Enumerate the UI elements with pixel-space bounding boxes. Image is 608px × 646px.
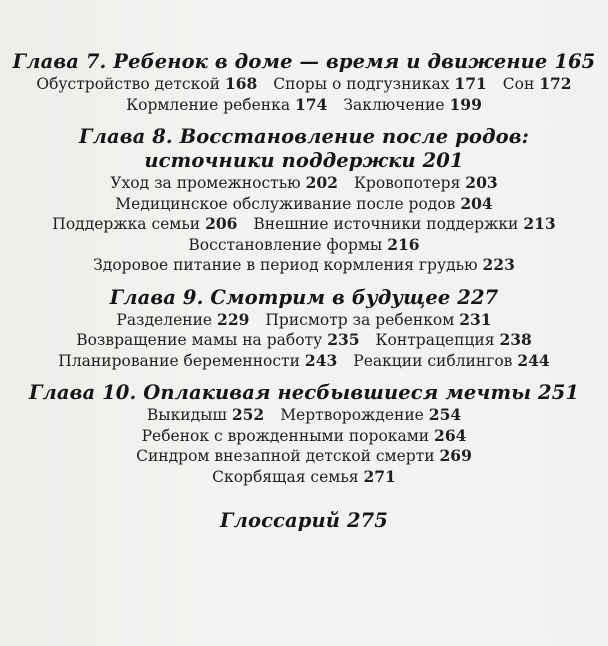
toc-line xyxy=(0,351,608,372)
entry-title: Кровопотеря xyxy=(353,174,461,192)
entry-page: 223 xyxy=(482,255,515,274)
toc-line xyxy=(0,255,608,276)
entry-page: 171 xyxy=(454,74,487,93)
chapter-8 xyxy=(0,125,608,276)
entry-title: Разделение xyxy=(116,310,213,329)
entry-title: Кормление ребенка xyxy=(126,95,291,114)
toc-entry xyxy=(36,75,257,93)
toc-entry xyxy=(354,174,498,192)
glossary-title-text: Глоссарий xyxy=(220,509,341,532)
toc-entry xyxy=(280,406,461,424)
toc-line xyxy=(0,74,608,95)
toc-entry xyxy=(147,406,264,424)
toc-entry xyxy=(142,427,467,445)
entry-title: Уход за промежностью xyxy=(110,174,301,192)
toc-entry xyxy=(52,215,237,233)
toc-entry xyxy=(212,468,396,486)
entry-page: 199 xyxy=(449,94,482,114)
toc-entry xyxy=(58,352,337,370)
chapter-7 xyxy=(0,50,608,115)
toc-line xyxy=(0,405,608,426)
chapter-title xyxy=(0,286,608,310)
toc-entry xyxy=(126,96,327,114)
chapter-title xyxy=(0,50,608,74)
toc-entry xyxy=(76,331,359,349)
entry-title: Споры о подгузниках xyxy=(273,75,450,93)
toc-entry xyxy=(115,195,492,213)
glossary-section xyxy=(0,509,608,533)
entry-page: 254 xyxy=(428,405,462,424)
glossary-title xyxy=(0,509,608,533)
toc-entry xyxy=(503,75,572,93)
toc-line xyxy=(0,235,608,256)
toc-entry xyxy=(353,352,549,370)
entry-title: Присмотр за ребенком xyxy=(265,310,455,329)
chapter-page-number: 165 xyxy=(554,50,596,73)
toc-line xyxy=(0,214,608,235)
chapter-page-number: 227 xyxy=(457,285,499,309)
glossary-page-number: 275 xyxy=(346,509,388,532)
chapter-page-number: 201 xyxy=(422,149,464,172)
entry-page: 206 xyxy=(205,214,238,233)
entry-page: 269 xyxy=(439,446,472,465)
chapter-10 xyxy=(0,381,608,487)
toc-line xyxy=(0,467,608,488)
entry-page: 204 xyxy=(460,193,493,213)
entry-page: 216 xyxy=(387,234,420,254)
chapter-title-text: Глава 9. Смотрим в будущее xyxy=(109,285,451,309)
entry-page: 168 xyxy=(224,74,258,93)
entry-title: Заключение xyxy=(343,95,445,114)
entry-page: 229 xyxy=(217,309,250,329)
chapter-9 xyxy=(0,286,608,372)
entry-title: Выкидыш xyxy=(146,406,227,424)
entry-page: 244 xyxy=(517,350,550,370)
toc-entry xyxy=(136,447,472,465)
entry-page: 238 xyxy=(499,330,532,349)
entry-page: 231 xyxy=(459,309,492,329)
entry-page: 264 xyxy=(434,425,467,445)
entry-title: Восстановление формы xyxy=(188,235,383,254)
chapter-title-text: Глава 10. Оплакивая несбывшиеся мечты xyxy=(28,381,532,404)
entry-page: 235 xyxy=(327,330,360,349)
entry-title: Планирование беременности xyxy=(58,351,300,370)
chapter-title-text: Глава 8. Восстановление после родов: xyxy=(79,125,529,148)
chapter-title xyxy=(0,149,608,173)
chapter-title xyxy=(0,381,608,405)
toc-entry xyxy=(253,215,555,233)
entry-page: 203 xyxy=(465,173,498,192)
entry-page: 174 xyxy=(295,94,328,114)
table-of-contents xyxy=(0,50,608,533)
entry-title: Внешние источники поддержки xyxy=(253,215,519,233)
toc-entry xyxy=(376,331,532,349)
entry-title: Контрацепция xyxy=(375,331,495,349)
entry-title: Скорбящая семья xyxy=(212,467,359,486)
entry-page: 252 xyxy=(231,405,265,424)
entry-page: 271 xyxy=(363,466,396,486)
toc-line xyxy=(0,173,608,194)
toc-entry xyxy=(93,256,515,274)
toc-entry xyxy=(116,311,249,329)
entry-page: 172 xyxy=(539,74,572,93)
entry-title: Синдром внезапной детской смерти xyxy=(136,447,435,465)
toc-line xyxy=(0,330,608,351)
toc-entry xyxy=(110,174,338,192)
toc-entry xyxy=(265,311,491,329)
chapter-title-text: источники поддержки xyxy=(144,149,416,172)
entry-title: Обустройство детской xyxy=(36,75,220,93)
toc-line xyxy=(0,95,608,116)
chapter-title-text: Глава 7. Ребенок в доме — время и движение xyxy=(12,50,548,73)
chapter-page-number: 251 xyxy=(538,381,580,404)
toc-line xyxy=(0,446,608,467)
entry-title: Здоровое питание в период кормления грудью xyxy=(93,256,478,274)
toc-entry xyxy=(273,75,487,93)
toc-entry xyxy=(188,236,419,254)
chapter-title xyxy=(0,125,608,149)
toc-line xyxy=(0,194,608,215)
entry-title: Сон xyxy=(502,75,535,93)
toc-line xyxy=(0,310,608,331)
entry-page: 243 xyxy=(304,350,338,370)
entry-page: 213 xyxy=(523,214,556,233)
toc-entry xyxy=(343,96,481,114)
entry-title: Возвращение мамы на работу xyxy=(76,331,323,349)
entry-title: Мертворождение xyxy=(280,406,424,424)
entry-title: Поддержка семьи xyxy=(52,215,201,233)
entry-title: Реакции сиблингов xyxy=(353,351,513,370)
entry-title: Ребенок с врожденными пороками xyxy=(141,426,430,445)
entry-page: 202 xyxy=(305,173,338,192)
entry-title: Медицинское обслуживание после родов xyxy=(115,194,456,213)
toc-line xyxy=(0,426,608,447)
